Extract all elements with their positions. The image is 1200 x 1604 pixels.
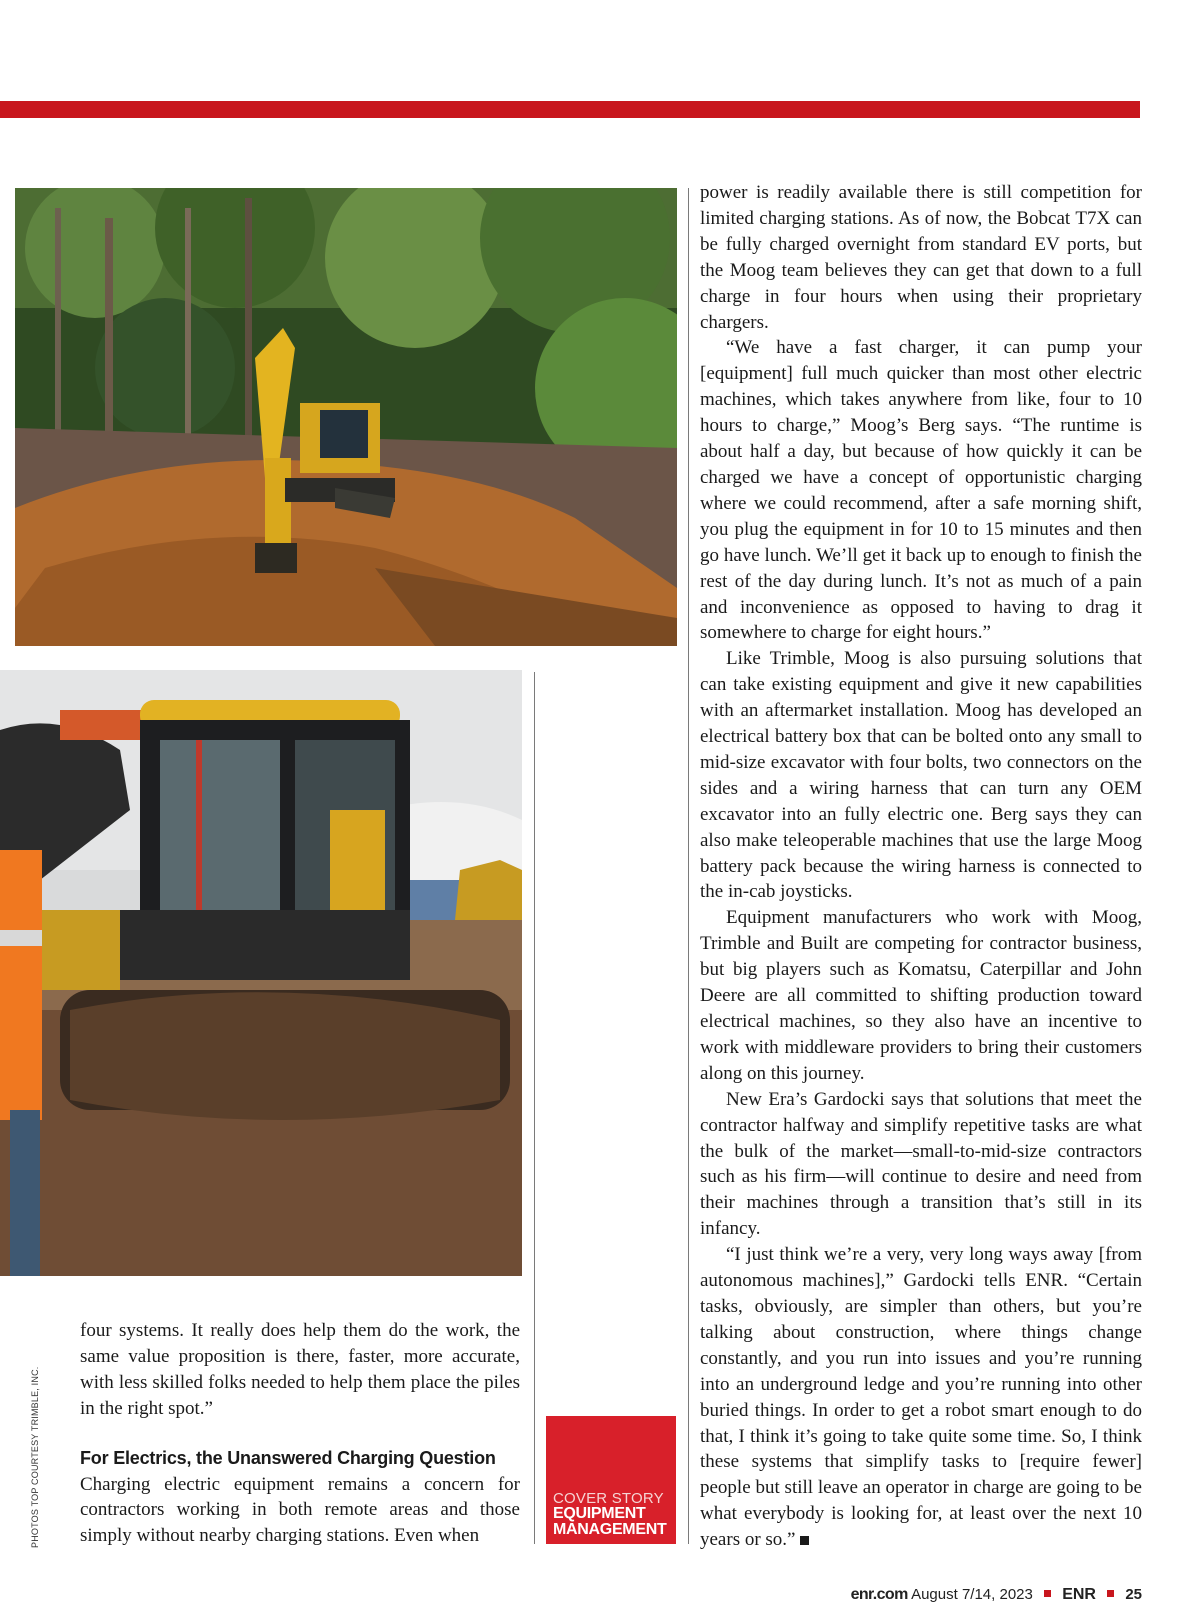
footer-separator-1 bbox=[1044, 1590, 1051, 1597]
photo-excavator-cab bbox=[0, 670, 522, 1276]
footer-site: enr.com bbox=[850, 1586, 908, 1603]
column-divider-right bbox=[688, 188, 689, 1544]
right-paragraph-3: Like Trimble, Moog is also pursuing solutions that can take existing equipment and give it new capabilities with an aftermarket installation. Moog has developed an electrical battery box that can be bolted onto any small to mid-size excavator with four bolts, two connectors on the sides and a wiring harness that can turn any OEM excavator into an fully electric one. Berg says they can also make teleoperable machines that use the large Moog battery pack because the wiring harness is connected to the in-cab joysticks. bbox=[700, 648, 1142, 903]
right-paragraph-6-text: “I just think we’re a very, very long ways away [from autonomous machines],” Gardocki tells ENR. “Certain tasks, obviously, are simpler than others, but you’re talking about construction, where things change constantly, and you run into issues and you’re running into an underground ledge and you’re running into other buried things. In order to get a robot smart enough to do that, I think it’s going to take quite some time. So, I think these systems that simplify tasks to [require fewer] people but still leave an operator in charge are going to be what everybody is looking for, at least over the next 10 years or so.” bbox=[700, 1244, 1142, 1551]
section-tag-line1: COVER STORY bbox=[553, 1490, 664, 1507]
footer-date: August 7/14, 2023 bbox=[911, 1586, 1033, 1603]
section-tag-title bbox=[553, 1506, 666, 1538]
photo-excavator-forest bbox=[15, 188, 677, 646]
right-paragraph-6 bbox=[700, 1242, 1142, 1553]
section-tag-line2: EQUIPMENT bbox=[553, 1505, 646, 1522]
right-paragraph-5: New Era’s Gardocki says that solutions that meet the contractor halfway and simplify repetitive tasks are what the bulk of the market—small-to-mid-size contractors such as his firm—will continue to desire and need from their machines through a transition that’s still in its infancy. bbox=[700, 1088, 1142, 1240]
column-divider-left bbox=[534, 672, 535, 1544]
right-paragraph-2: “We have a fast charger, it can pump your [equipment] full much quicker than most other electric machines, which takes anywhere from like, four to 10 hours to charge,” Moog’s Berg says. “The runtime is about half a day, but because of how quickly it can be charged we have a concept of opportunistic charging where we could recommend, after a safe morning shift, you plug the equipment in for 10 to 15 minutes and then go have lunch. We’ll get it back up to enough to finish the rest of the day during lunch. It’s not as much of a pain and inconvenience as opposed to having to drag it somewhere to charge for eight hours.” bbox=[700, 337, 1142, 644]
left-paragraph-2: Charging electric equipment remains a concern for contractors working in both remote areas and those simply without nearby charging stations. Even when bbox=[80, 1473, 520, 1547]
end-of-article-mark bbox=[800, 1536, 809, 1545]
right-paragraph-4: Equipment manufacturers who work with Moog, Trimble and Built are competing for contractor business, but big players such as Komatsu, Caterpillar and John Deere are all committed to shifting production toward electrical machines, so they also have an incentive to work with middleware providers to bring their customers along on this journey. bbox=[700, 907, 1142, 1084]
section-tag-line3: MANAGEMENT bbox=[553, 1521, 667, 1538]
section-tag-box bbox=[546, 1416, 676, 1544]
right-paragraph-1: power is readily available there is still competition for limited charging stations. As of now, the Bobcat T7X can be fully charged overnight from standard EV ports, but the Moog team believes they can get that down to a full charge in four hours when using their proprietary chargers. bbox=[700, 182, 1142, 333]
left-paragraph-1: four systems. It really does help them do the work, the same value proposition is there, faster, more accurate, with less skilled folks needed to help them place the piles in the right spot.” bbox=[80, 1320, 520, 1419]
page-number: 25 bbox=[1125, 1586, 1142, 1603]
photo-credit: PHOTOS TOP COURTESY TRIMBLE, INC. bbox=[30, 1366, 40, 1548]
left-column-text bbox=[80, 1318, 520, 1549]
top-red-bar bbox=[0, 101, 1140, 118]
section-subhead: For Electrics, the Unanswered Charging Question bbox=[80, 1447, 496, 1468]
page-footer bbox=[851, 1586, 1142, 1604]
right-column-text bbox=[700, 180, 1142, 1553]
footer-brand: ENR bbox=[1062, 1586, 1096, 1603]
footer-separator-2 bbox=[1107, 1590, 1114, 1597]
